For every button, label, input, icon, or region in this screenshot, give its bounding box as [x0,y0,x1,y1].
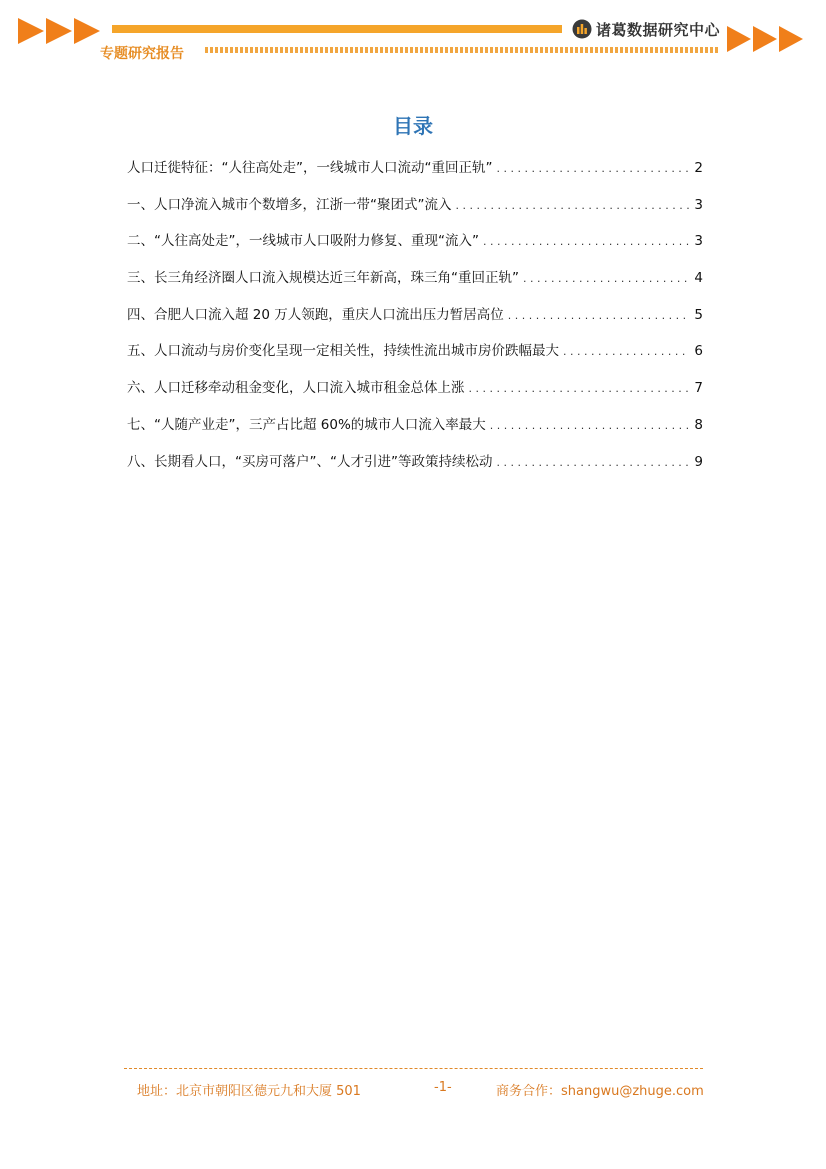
footer-page-number: -1- [434,1080,452,1095]
arrow-right-icon [74,18,100,44]
arrow-right-icon [753,26,777,52]
toc-entry-label: 一、人口净流入城市个数增多，江浙一带“聚团式”流入 [127,196,452,213]
toc-dot-leader [456,199,690,212]
toc-entry-page: 9 [694,453,703,470]
toc-entry-label: 五、人口流动与房价变化呈现一定相关性，持续性流出城市房价跌幅最大 [127,343,559,360]
toc-entry[interactable] [127,229,703,266]
toc-entry-page: 3 [694,196,703,213]
toc-dot-leader [496,162,689,175]
toc-entry-label: 七、“人随产业走”，三产占比超 60%的城市人口流入率最大 [127,416,486,433]
report-label: 专题研究报告 [100,46,184,62]
toc-entry-label: 四、合肥人口流入超 20 万人领跑，重庆人口流出压力暂居高位 [127,306,504,323]
toc-entry-label: 人口迁徙特征：“人往高处走”，一线城市人口流动“重回正轨” [127,160,493,176]
header-arrows-right [727,26,803,52]
toc-dot-leader [490,419,689,432]
brand [572,18,720,40]
table-of-contents [127,156,703,486]
arrow-right-icon [727,26,751,52]
toc-entry-label: 二、“人往高处走”，一线城市人口吸附力修复、重现“流入” [127,233,479,250]
header-accent-bar [112,25,562,33]
toc-entry[interactable] [127,266,703,303]
header-stripe-divider [205,47,720,53]
toc-entry-label: 三、长三角经济圈人口流入规模达近三年新高，珠三角“重回正轨” [127,270,519,287]
toc-entry-page: 2 [694,160,703,176]
toc-entry-page: 3 [694,233,703,250]
toc-dot-leader [508,309,689,322]
toc-dot-leader [523,272,689,285]
toc-entry-page: 8 [694,416,703,433]
toc-entry[interactable] [127,303,703,340]
toc-entry-label: 六、人口迁移牵动租金变化，人口流入城市租金总体上涨 [127,380,465,397]
toc-entry-page: 6 [694,343,703,360]
toc-entry[interactable] [127,339,703,376]
toc-entry[interactable] [127,156,703,193]
arrow-right-icon [779,26,803,52]
toc-dot-leader [483,235,689,248]
arrow-right-icon [46,18,72,44]
toc-entry[interactable] [127,193,703,230]
building-logo-icon [572,19,592,39]
brand-name: 诸葛数据研究中心 [596,20,721,39]
footer-business-contact[interactable]: 商务合作：shangwu@zhuge.com [496,1084,704,1099]
toc-dot-leader [563,345,689,358]
arrow-right-icon [18,18,44,44]
footer-address: 地址：北京市朝阳区德元九和大厦 501 [137,1084,361,1099]
toc-title: 目录 [393,114,433,138]
toc-entry[interactable] [127,413,703,450]
toc-entry-label: 八、长期看人口，“买房可落户”、“人才引进”等政策持续松动 [127,453,493,470]
footer-divider [124,1068,703,1069]
toc-entry-page: 7 [694,380,703,397]
toc-dot-leader [496,456,689,469]
toc-dot-leader [469,382,690,395]
toc-entry-page: 5 [694,306,703,323]
header-arrows-left [18,18,100,44]
toc-entry[interactable] [127,376,703,413]
toc-entry[interactable] [127,450,703,487]
toc-entry-page: 4 [694,270,703,287]
